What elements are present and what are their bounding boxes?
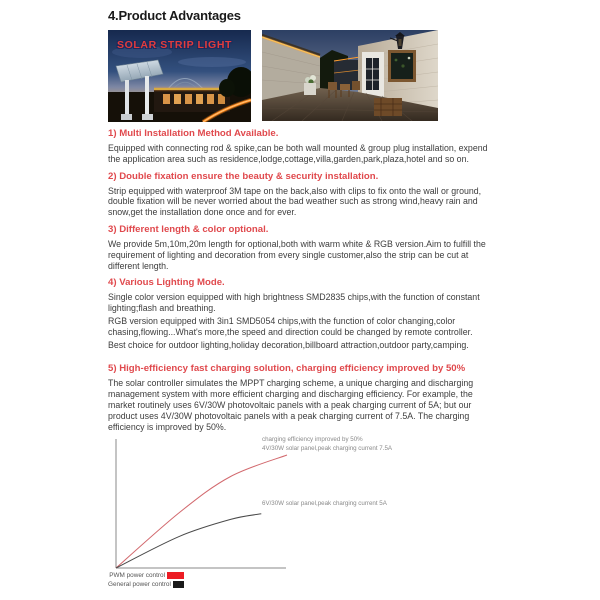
product-photo-right [262, 30, 438, 121]
advantage-section-3 [108, 225, 500, 271]
section-paragraph: Best choice for outdoor lighting,holiday decoration,billboard attraction,outdoor party,camping. [108, 339, 469, 350]
courtyard-scene-illustration [262, 30, 438, 121]
page-title: 4.Product Advantages [108, 8, 241, 23]
series-annotation-general [262, 500, 387, 509]
section-heading: 2) Double fixation ensure the beauty & security installation. [108, 170, 379, 182]
flower-planter [304, 75, 316, 95]
legend-label: PWM power control [109, 572, 165, 580]
legend-item-pwm [108, 572, 184, 579]
section-heading: 5) High-efficiency fast charging solution, charging efficiency improved by 50% [108, 363, 466, 375]
product-photos [108, 30, 500, 122]
section-paragraph: RGB version equipped with 3in1 SMD5054 chips,with the function of color changing,color chasing,flowing...What's more,the speed and direction could be changed by remote controller. [108, 315, 473, 337]
section-heading: 4) Various Lighting Mode. [108, 277, 225, 289]
annotation-line: 6V/30W solar panel,peak charging current 5A [262, 500, 387, 508]
section-heading: 3) Different length & color optional. [108, 223, 269, 235]
advantage-section-1 [108, 129, 500, 165]
legend-swatch-black [173, 581, 184, 588]
cloud [178, 57, 246, 67]
white-door [362, 52, 384, 100]
framed-window [388, 50, 416, 82]
annotation-line: 4V/30W solar panel,peak charging current 7.5A [262, 444, 393, 452]
legend-item-general [108, 581, 184, 588]
annotation-line: charging efficiency improved by 50% [262, 436, 363, 444]
advantage-section-4 [108, 278, 500, 350]
section-paragraph: Equipped with connecting rod & spike,can be both wall mounted & group plug installation, expend the application area such as residence,lodge,cottage,villa,garden,park,plaza,hotel and so on. [108, 143, 488, 164]
series-annotation-pwm [262, 436, 392, 453]
section-heading: 1) Multi Installation Method Available. [108, 128, 279, 139]
chart-curves [116, 455, 287, 568]
photo-overlay-text: SOLAR STRIP LIGHT [117, 39, 233, 51]
advantage-section-2 [108, 172, 500, 218]
section-paragraph: The solar controller simulates the MPPT charging scheme, a unique charging and discharging management system with more efficient charging and discharging efficiency. For example, the market routinely uses 6V/30W photovoltaic panels with a peak charging current of 5A; but our product uses 4V/30W photovoltaic panels with a peak charging current of 7.5A. The charging efficiency is improved by 50%. [108, 378, 474, 432]
charging-efficiency-chart [108, 434, 508, 592]
section-paragraph: We provide 5m,10m,20m length for optional,both with warm white & RGB version.Aim to fulfill the requirement of lighting and decoration from every single customer,also the strip can be cut at different length. [108, 238, 486, 271]
section-paragraph: Single color version equipped with high brightness SMD2835 chips,with the function of constant lighting;flash and breathing. [108, 292, 480, 314]
advantage-section-5 [108, 364, 500, 432]
section-paragraph: Strip equipped with waterproof 3M tape on the back,also with clips to fix onto the wall or ground, double fixation will be never worried about the bad weather such as strong wind,heavy rain and snow,get the installation done once and for ever. [108, 185, 482, 218]
chart-canvas [108, 434, 308, 592]
legend-swatch-red [167, 572, 184, 579]
strip-lit-building [154, 88, 230, 112]
wooden-crate [374, 98, 402, 116]
product-photo-left [108, 30, 251, 122]
legend-label: General power control [108, 581, 171, 589]
